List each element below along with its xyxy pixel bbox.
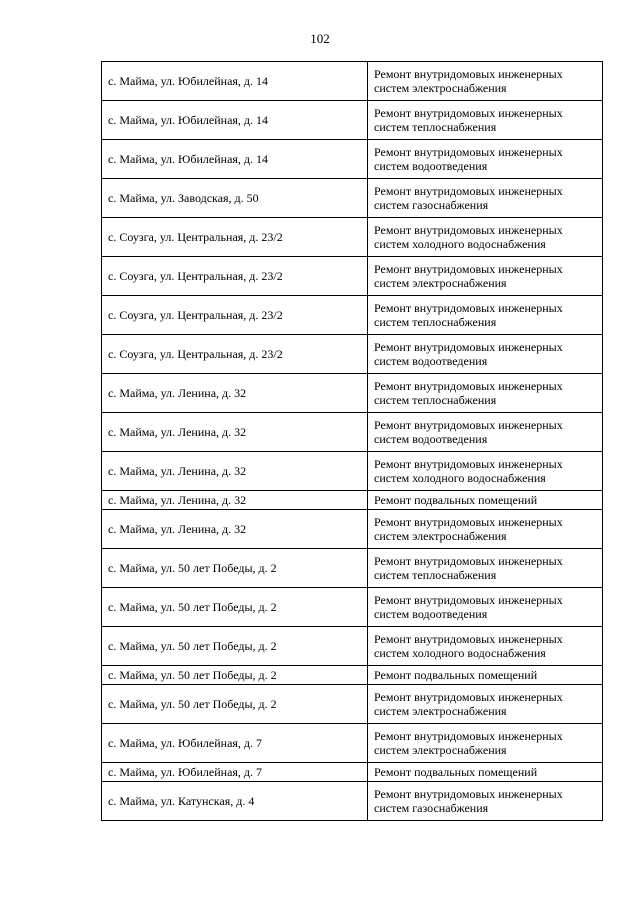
address-cell: с. Майма, ул. Юбилейная, д. 14	[102, 140, 368, 179]
table-row	[102, 685, 603, 724]
work-cell: Ремонт внутридомовых инженерных систем электроснабжения	[368, 257, 603, 296]
table-row	[102, 374, 603, 413]
table-row	[102, 763, 603, 782]
address-cell: с. Майма, ул. Юбилейная, д. 7	[102, 763, 368, 782]
work-cell: Ремонт внутридомовых инженерных систем холодного водоснабжения	[368, 627, 603, 666]
table-row	[102, 666, 603, 685]
address-cell: с. Майма, ул. 50 лет Победы, д. 2	[102, 627, 368, 666]
address-cell: с. Майма, ул. 50 лет Победы, д. 2	[102, 685, 368, 724]
table-row	[102, 296, 603, 335]
address-cell: с. Майма, ул. Ленина, д. 32	[102, 413, 368, 452]
work-cell: Ремонт внутридомовых инженерных систем водоотведения	[368, 335, 603, 374]
work-cell: Ремонт внутридомовых инженерных систем электроснабжения	[368, 685, 603, 724]
work-cell: Ремонт подвальных помещений	[368, 491, 603, 510]
address-cell: с. Майма, ул. Ленина, д. 32	[102, 374, 368, 413]
address-cell: с. Соузга, ул. Центральная, д. 23/2	[102, 257, 368, 296]
table-row	[102, 140, 603, 179]
table-row	[102, 549, 603, 588]
address-cell: с. Майма, ул. Катунская, д. 4	[102, 782, 368, 821]
work-cell: Ремонт внутридомовых инженерных систем электроснабжения	[368, 62, 603, 101]
table-row	[102, 724, 603, 763]
table-row	[102, 491, 603, 510]
address-cell: с. Майма, ул. Заводская, д. 50	[102, 179, 368, 218]
work-cell: Ремонт внутридомовых инженерных систем электроснабжения	[368, 724, 603, 763]
work-cell: Ремонт внутридомовых инженерных систем теплоснабжения	[368, 549, 603, 588]
address-cell: с. Майма, ул. Ленина, д. 32	[102, 491, 368, 510]
address-cell: с. Майма, ул. Юбилейная, д. 7	[102, 724, 368, 763]
work-cell: Ремонт внутридомовых инженерных систем водоотведения	[368, 588, 603, 627]
address-cell: с. Майма, ул. 50 лет Победы, д. 2	[102, 549, 368, 588]
work-cell: Ремонт внутридомовых инженерных систем электроснабжения	[368, 510, 603, 549]
address-cell: с. Майма, ул. 50 лет Победы, д. 2	[102, 666, 368, 685]
page-number: 102	[310, 31, 330, 46]
work-cell: Ремонт внутридомовых инженерных систем газоснабжения	[368, 179, 603, 218]
work-cell: Ремонт внутридомовых инженерных систем теплоснабжения	[368, 296, 603, 335]
address-cell: с. Майма, ул. Ленина, д. 32	[102, 510, 368, 549]
address-cell: с. Соузга, ул. Центральная, д. 23/2	[102, 296, 368, 335]
table-row	[102, 782, 603, 821]
address-cell: с. Майма, ул. Юбилейная, д. 14	[102, 101, 368, 140]
work-cell: Ремонт подвальных помещений	[368, 763, 603, 782]
table-row	[102, 452, 603, 491]
table-row	[102, 588, 603, 627]
table-row	[102, 627, 603, 666]
table-row	[102, 510, 603, 549]
table-row	[102, 335, 603, 374]
table-row	[102, 101, 603, 140]
works-table	[101, 61, 603, 821]
address-cell: с. Майма, ул. Юбилейная, д. 14	[102, 62, 368, 101]
work-cell: Ремонт внутридомовых инженерных систем газоснабжения	[368, 782, 603, 821]
table-row	[102, 62, 603, 101]
work-cell: Ремонт внутридомовых инженерных систем теплоснабжения	[368, 374, 603, 413]
work-cell: Ремонт внутридомовых инженерных систем водоотведения	[368, 140, 603, 179]
work-cell: Ремонт внутридомовых инженерных систем холодного водоснабжения	[368, 452, 603, 491]
work-cell: Ремонт внутридомовых инженерных систем теплоснабжения	[368, 101, 603, 140]
table-row	[102, 413, 603, 452]
address-cell: с. Соузга, ул. Центральная, д. 23/2	[102, 218, 368, 257]
table-row	[102, 257, 603, 296]
work-cell: Ремонт внутридомовых инженерных систем холодного водоснабжения	[368, 218, 603, 257]
address-cell: с. Майма, ул. 50 лет Победы, д. 2	[102, 588, 368, 627]
address-cell: с. Соузга, ул. Центральная, д. 23/2	[102, 335, 368, 374]
work-cell: Ремонт внутридомовых инженерных систем водоотведения	[368, 413, 603, 452]
works-table-body	[102, 62, 603, 821]
table-row	[102, 218, 603, 257]
table-row	[102, 179, 603, 218]
work-cell: Ремонт подвальных помещений	[368, 666, 603, 685]
address-cell: с. Майма, ул. Ленина, д. 32	[102, 452, 368, 491]
